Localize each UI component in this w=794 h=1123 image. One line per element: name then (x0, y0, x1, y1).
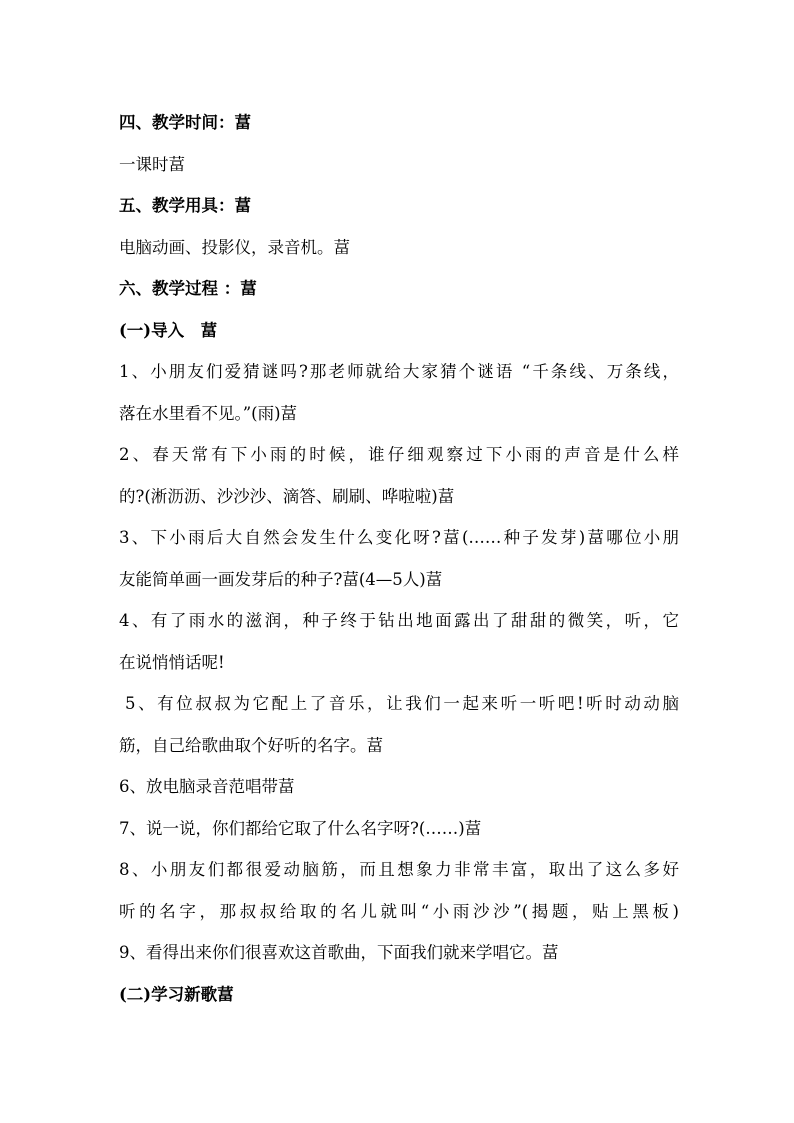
paragraph-line: 1、小朋友们爱猜谜吗?那老师就给大家猜个谜语 “千条线、万条线， (119, 362, 679, 381)
paragraph-line: 4、有了雨水的滋润，种子终于钻出地面露出了甜甜的微笑，听，它 (119, 611, 679, 630)
paragraph-line: 筋，自己给歌曲取个好听的名字。葍 (119, 735, 383, 755)
section-heading-teaching-tools: 五、教学用具：葍 (119, 196, 251, 215)
paragraph-line: 友能简单画一画发芽后的种子?葍(4—5人)葍 (119, 569, 443, 589)
paragraph-line: 听的名字，那叔叔给取的名儿就叫“小雨沙沙”(揭题，贴上黑板) (119, 901, 679, 921)
document-body (119, 102, 679, 1015)
subsection-heading-new-song: (二)学习新歌葍 (119, 984, 234, 1004)
paragraph-line: 5、有位叔叔为它配上了音乐，让我们一起来听一听吧!听时动动脑 (125, 694, 679, 713)
section-heading-teaching-process: 六、教学过程 ：葍 (119, 279, 257, 298)
paragraph-line: 在说悄悄话呢! (119, 652, 225, 672)
subsection-heading-intro: (一)导入 葍 (119, 320, 218, 340)
paragraph-line: 2、春天常有下小雨的时候，谁仔细观察过下小雨的声音是什么样 (119, 445, 679, 464)
paragraph-line: 9、看得出来你们很喜欢这首歌曲，下面我们就来学唱它。葍 (119, 943, 559, 962)
paragraph-line: 的?(淅沥沥、沙沙沙、滴答、刷刷、哗啦啦)葍 (119, 486, 455, 506)
paragraph-line: 8、小朋友们都很爱动脑筋，而且想象力非常丰富，取出了这么多好 (119, 860, 679, 879)
paragraph-line: 6、放电脑录音范唱带葍 (119, 777, 295, 796)
paragraph-line: 一课时葍 (119, 154, 185, 174)
paragraph-line: 落在水里看不见。”(雨)葍 (119, 403, 298, 423)
section-heading-teaching-time: 四、教学时间：葍 (119, 113, 251, 132)
paragraph-line: 7、说一说，你们都给它取了什么名字呀?(……)葍 (119, 818, 482, 838)
paragraph-line: 3、下小雨后大自然会发生什么变化呀?葍(……种子发芽)葍哪位小朋 (119, 528, 679, 547)
paragraph-line: 电脑动画、投影仪，录音机。葍 (119, 237, 350, 257)
